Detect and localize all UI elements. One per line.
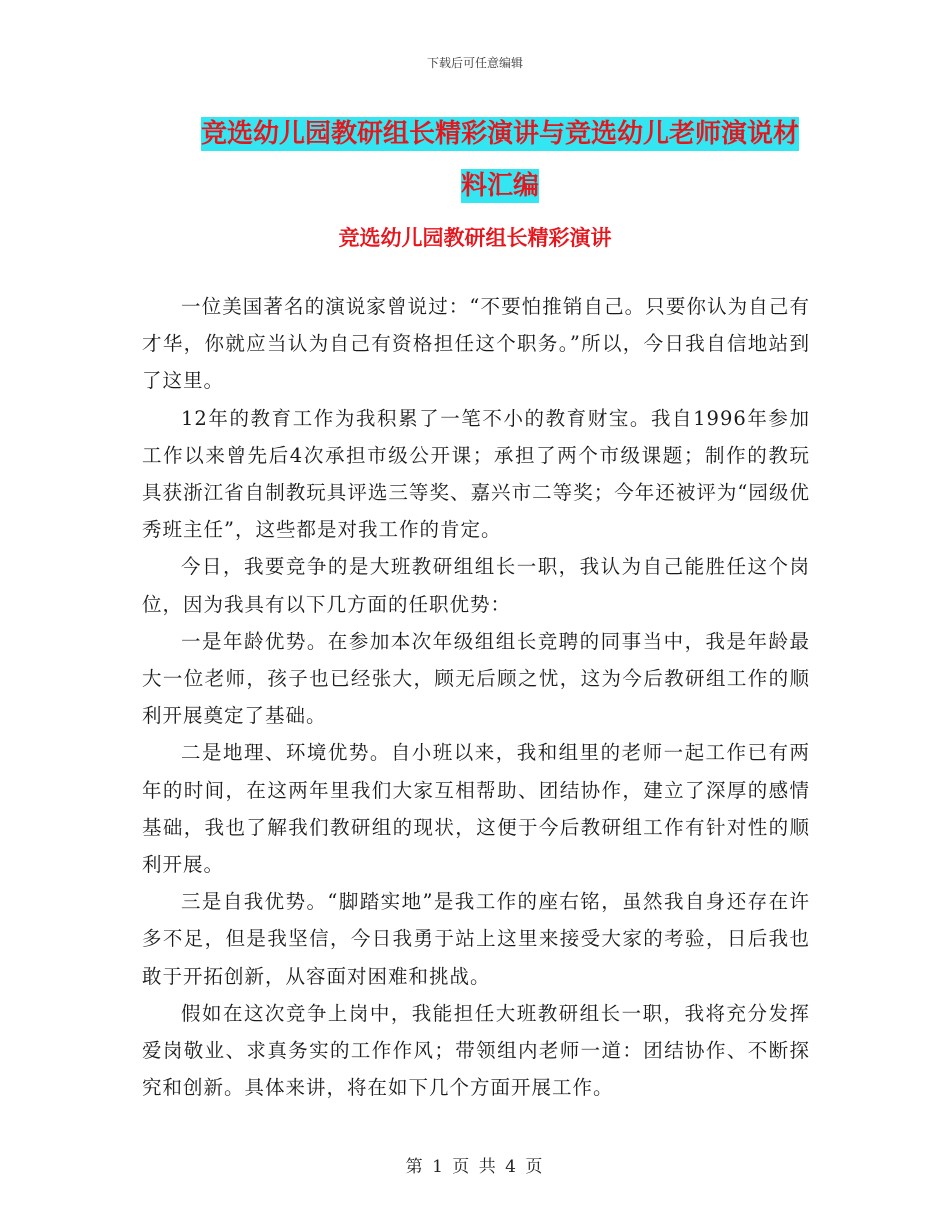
document-title-text: 竞选幼儿园教研组长精彩演讲与竞选幼儿老师演说材料汇编 <box>200 119 799 201</box>
paragraph: 三是自我优势。“脚踏实地”是我工作的座右铭，虽然我自身还存在许多不足，但是我坚信，今日我勇于站上这里来接受大家的考验，日后我也敢于开拓创新，从容面对困难和挑战。 <box>142 890 810 988</box>
header-note: 下载后可任意编辑 <box>426 56 523 70</box>
section-title: 竞选幼儿园教研组长精彩演讲 <box>338 226 612 250</box>
paragraph: 假如在这次竞争上岗中，我能担任大班教研组长一职，我将充分发挥爱岗敬业、求真务实的工作作风；带领组内老师一道：团结协作、不断探究和创新。具体来讲，将在如下几个方面开展工作。 <box>142 1001 810 1100</box>
paragraph: 今日，我要竞争的是大班教研组组长一职，我认为自己能胜任这个岗位，因为我具有以下几方面的任职优势： <box>142 555 810 616</box>
paragraph: 12年的教育工作为我积累了一笔不小的教育财宝。我自1996年参加工作以来曾先后4次承担市级公开课；承担了两个市级课题；制作的教玩具获浙江省自制教玩具评选三等奖、嘉兴市二等奖；今年还被评为“园级优秀班主任”，这些都是对我工作的肯定。 <box>142 406 810 542</box>
paragraph: 一位美国著名的演说家曾说过：“不要怕推销自己。只要你认为自己有才华，你就应当认为自己有资格担任这个职务。”所以，今日我自信地站到了这里。 <box>142 295 810 393</box>
paragraph: 二是地理、环境优势。自小班以来，我和组里的老师一起工作已有两年的时间，在这两年里我们大家互相帮助、团结协作，建立了深厚的感情基础，我也了解我们教研组的现状，这便于今后教研组工作有针对性的顺利开展。 <box>142 741 810 877</box>
document-title <box>190 108 810 212</box>
body-text <box>142 288 810 1106</box>
paragraph: 一是年龄优势。在参加本次年级组组长竞聘的同事当中，我是年龄最大一位老师，孩子也已经张大，顾无后顾之忧，这为今后教研组工作的顺利开展奠定了基础。 <box>142 629 810 728</box>
page-number-footer: 第 1 页 共 4 页 <box>405 1157 545 1177</box>
